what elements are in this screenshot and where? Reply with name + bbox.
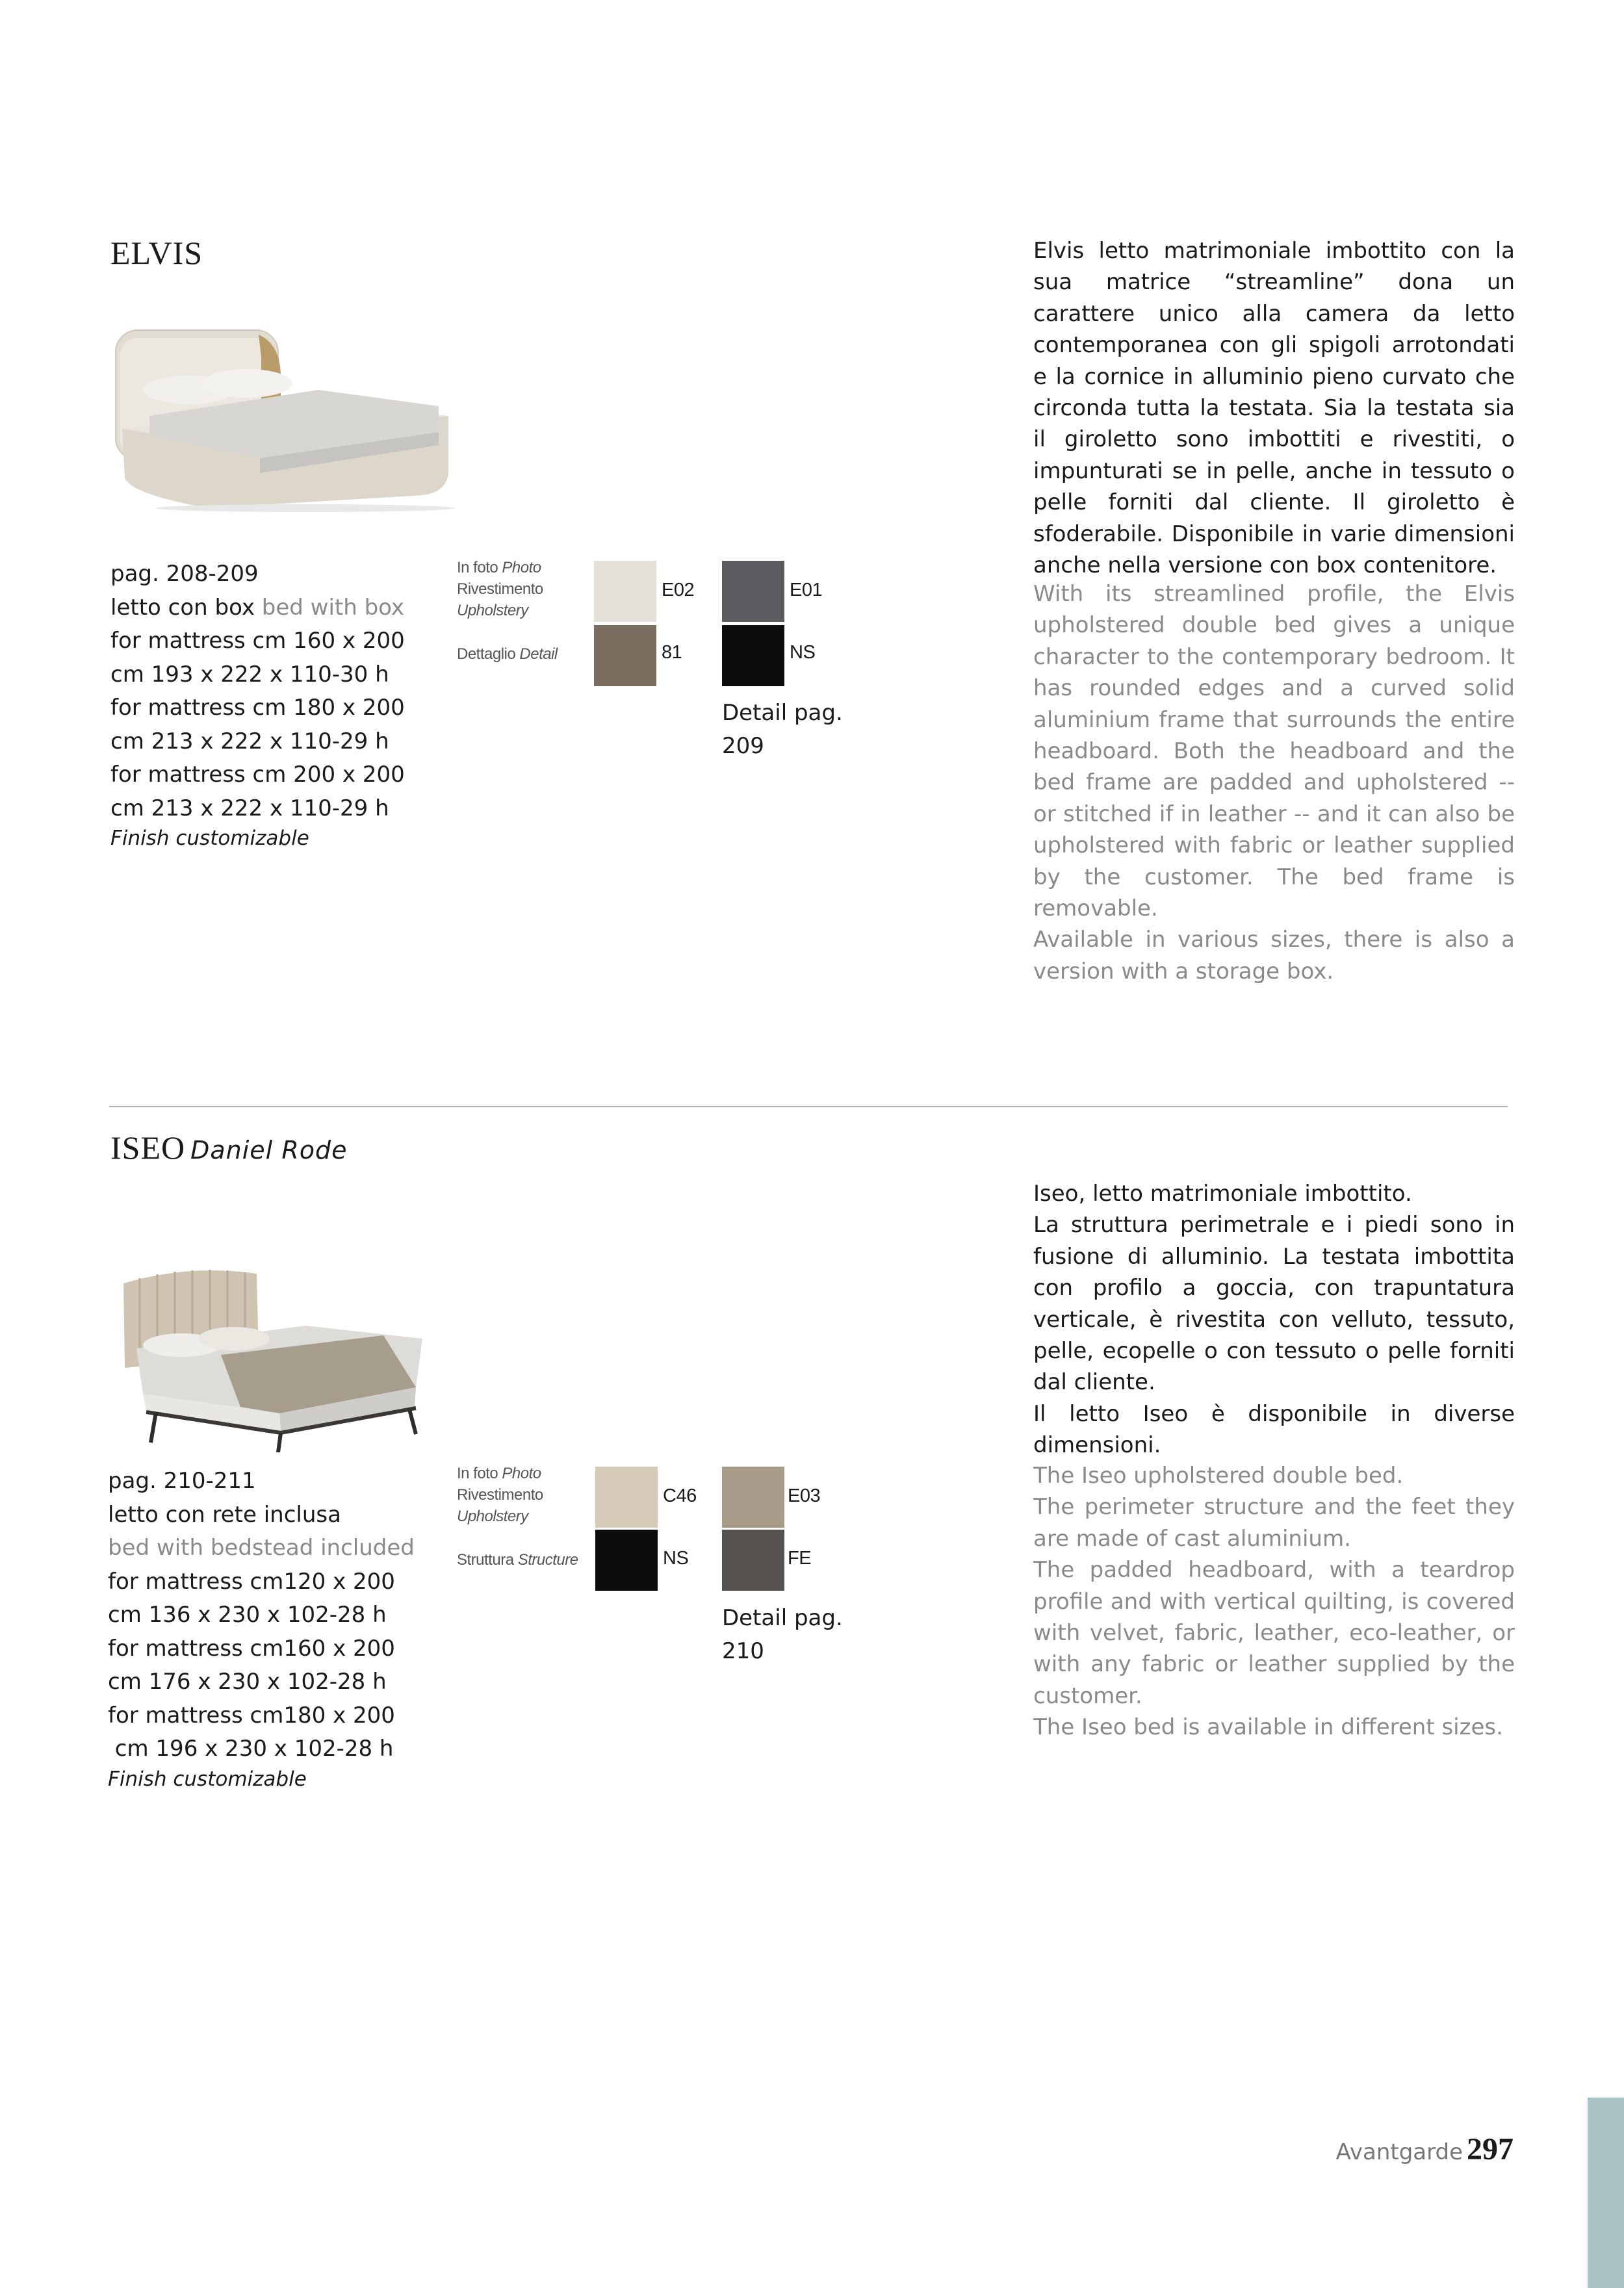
size-line: cm 213 x 222 x 110-29 h [110, 795, 389, 821]
swatch-code: E03 [788, 1485, 821, 1506]
description-en-elvis: With its streamlined profile, the Elvis upholstered double bed gives a unique character to the contemporary bedroom. It has rounded edges and a curved solid aluminium frame that surrounds the entire headboard. Both the headboard and the bed frame are padded and upholstered -- or stitched if in leather -- and it can also be upholstered with fabric or leather supplied by the customer. The bed frame is removable. Available in various sizes, there is also a version with a storage box. [1033, 581, 1515, 984]
product-title-elvis: ELVIS [110, 235, 203, 271]
bed-type-en: bed with bedstead included [108, 1535, 415, 1561]
section-name: Avantgarde [1335, 2139, 1463, 2165]
swatch-code: NS [790, 642, 816, 663]
size-line: for mattress cm180 x 200 [108, 1702, 395, 1729]
bed-image-iseo [110, 1257, 448, 1455]
detail-ref-elvis: Detail pag. 209 [722, 700, 843, 759]
size-line: cm 136 x 230 x 102-28 h [108, 1602, 387, 1628]
swatch-code: FE [788, 1548, 812, 1569]
size-line: for mattress cm 200 x 200 [110, 762, 405, 788]
size-line: cm 196 x 230 x 102-28 h [108, 1736, 394, 1762]
bed-image-elvis [110, 318, 455, 513]
swatch [595, 1467, 658, 1528]
size-line: cm 176 x 230 x 102-28 h [108, 1669, 387, 1695]
structure-label-iseo: Struttura Structure [457, 1551, 578, 1569]
detail-label-elvis: Dettaglio Detail [457, 645, 558, 663]
specs-elvis [110, 558, 405, 851]
size-line: cm 213 x 222 x 110-29 h [110, 728, 389, 754]
detail-ref-iseo: Detail pag. 210 [722, 1605, 843, 1664]
size-line: for mattress cm 180 x 200 [110, 695, 405, 721]
description-it-iseo: Iseo, letto matrimoniale imbottito. La struttura perimetrale e i piedi sono in fusione di alluminio. La testata imbottita con profilo a goccia, con trapuntatura verticale, è rivestita con velluto, tessuto, pelle, ecopelle o con tessuto o pelle forniti dal cliente. Il letto Iseo è disponibile in diverse dimensioni. [1033, 1181, 1515, 1459]
finish-labels-iseo: In foto Photo Rivestimento Upholstery [457, 1465, 543, 1525]
swatch [594, 561, 656, 622]
swatch-code: E02 [662, 580, 695, 600]
finish-labels-elvis: In foto Photo Rivestimento Upholstery [457, 559, 543, 619]
size-line: cm 193 x 222 x 110-30 h [110, 661, 389, 688]
page-ref: pag. 208-209 [110, 561, 259, 587]
page-number: 297 [1467, 2132, 1514, 2166]
finish-note: Finish customizable [110, 827, 309, 850]
swatch [595, 1530, 658, 1591]
designer-name: Daniel Rode [190, 1136, 348, 1164]
swatch [722, 625, 784, 686]
section-color-tab [1588, 2098, 1624, 2288]
swatch [722, 1467, 784, 1528]
swatch-code: E01 [790, 580, 823, 600]
bed-type: letto con rete inclusa [108, 1501, 341, 1528]
swatch [594, 625, 656, 686]
description-en-iseo: The Iseo upholstered double bed. The perimeter structure and the feet they are made of cast aluminium. The padded headboard, with a teardrop profile and with vertical quilting, is covered with velvet, fabric, leather, eco-leather, or with any fabric or leather supplied by the customer. The Iseo bed is available in different sizes. [1033, 1463, 1515, 1741]
swatch [722, 1530, 784, 1591]
swatch-code: 81 [662, 642, 682, 663]
iseo-bed-illustration [110, 1257, 448, 1452]
finish-note: Finish customizable [108, 1767, 307, 1791]
size-line: for mattress cm 160 x 200 [110, 628, 405, 654]
page-ref: pag. 210-211 [108, 1468, 256, 1494]
page-footer [1336, 2131, 1514, 2167]
specs-iseo [108, 1465, 415, 1792]
swatch [722, 561, 784, 622]
product-title-iseo: ISEO Daniel Rode [110, 1129, 348, 1166]
bed-type: letto con box bed with box [110, 594, 405, 621]
size-line: for mattress cm160 x 200 [108, 1635, 395, 1662]
elvis-bed-illustration [110, 318, 455, 513]
swatch-code: NS [663, 1548, 689, 1569]
swatch-code: C46 [663, 1485, 697, 1506]
description-it-elvis: Elvis letto matrimoniale imbottito con la sua matrice “streamline” dona un carattere unico alla camera da letto contemporanea con gli spigoli arrotondati e la cornice in alluminio pieno curvato che circonda tutta la testata. Sia la testata sia il giroletto sono imbottiti e rivestiti, o impunturati se in pelle, anche in tessuto o pelle forniti dal cliente. Il giroletto è sfoderabile. Disponibile in varie dimensioni anche nella versione con box contenitore. [1033, 238, 1515, 579]
section-divider [109, 1106, 1508, 1107]
size-line: for mattress cm120 x 200 [108, 1568, 395, 1595]
